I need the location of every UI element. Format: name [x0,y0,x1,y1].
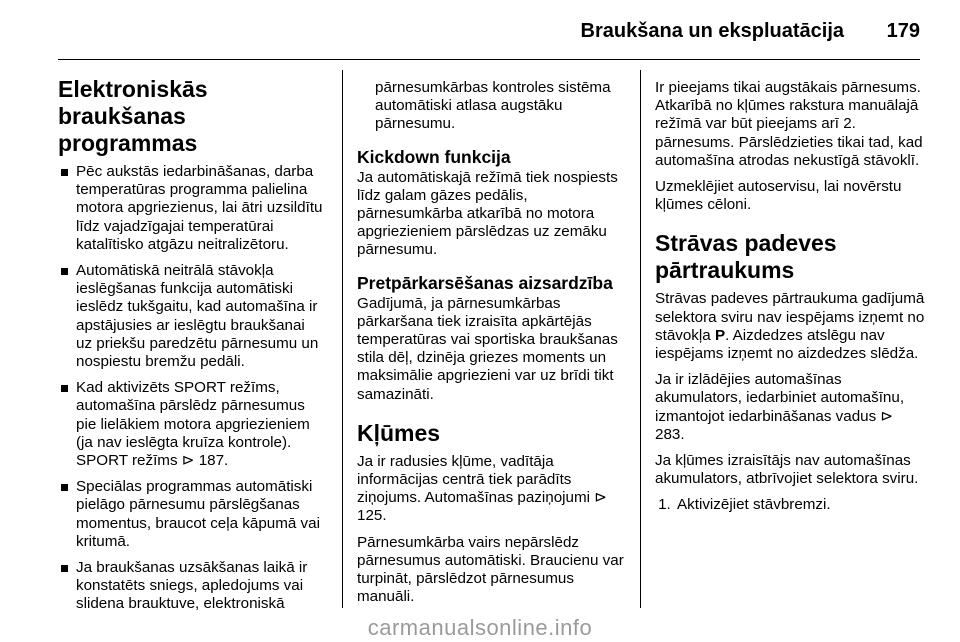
power-text-1: Strāvas padeves pārtraukuma gadījumā selektora sviru nav iespējams izņemt no stāvokļa P. Aizdedzes atslēgu nav iespējams izņemt no aizdedzes slēdža. [655,290,925,363]
faults-text-2: Pārnesumkārba vairs nepārslēdz pārnesumus automātiski. Braucienu var turpināt, pārslēdzot pārnesumus manuāli. [357,533,624,606]
bullet-icon [61,565,68,572]
bullet-icon [61,385,68,392]
section-title: Braukšana un ekspluatācija [580,20,844,42]
heading-overheat-protection: Pretpārkarsēšanas aizsardzība [357,272,613,293]
list-item: Automātiskā neitrālā stāvokļa ieslēgšanas funkcija automātiski ieslēdz tukšgaitu, kad automašīna ir apstājusies ar ieslēgtu braukšanai uz priekšu paredzētu pārnesumu un nospiestu bremžu pedāli. [58,262,324,371]
step-item: 1. Aktivizējiet stāvbremzi. [675,496,925,514]
header-divider [58,59,920,60]
position-p: P [714,326,726,344]
power-text-3: Ja kļūmes izraisītājs nav automašīnas akumulators, atbrīvojiet selektora sviru. [655,452,919,488]
bullet-icon [61,268,68,275]
page-header [0,0,960,58]
continuation-text: pārnesumkārbas kontroles sistēma automātiski atlasa augstāku pārnesumu. [375,79,611,133]
column-right [655,79,925,523]
steps-list [655,496,925,514]
column-divider-left [342,70,343,608]
heading-electronic-programs: Elektroniskās braukšanas programmas [58,76,208,156]
power-text-2: Ja ir izlādējies automašīnas akumulators, iedarbiniet automašīnu, izmantojot iedarbināšanas vadus ⊳ 283. [655,371,905,443]
page-number: 179 [886,20,920,42]
bullet-icon [61,169,68,176]
watermark: carmanualsonline.info [367,615,593,640]
list-item: Speciālas programmas automātiski pielāgo pārnesumu pārslēgšanas momentus, braucot ceļa kāpumā vai kritumā. [58,478,324,551]
list-item: Pēc aukstās iedarbināšanas, darba temperatūras programma palielina motora apgriezienus, lai ātri uzsildītu līdz vajadzīgajai temperatūrai katalītisko atgāzu neitralizētoru. [58,163,324,254]
heading-faults: Kļūmes [357,419,441,446]
fault-mode-text: Ir pieejams tikai augstākais pārnesums. Atkarībā no kļūmes rakstura manuālajā režīmā var būt pieejams arī 2. pārnesums. Pārslēdzieties tikai tad, kad automašīna atrodas nekustīgā stāvoklī. [655,79,923,169]
heading-power-interruption: Strāvas padeves pārtraukums [655,230,837,284]
list-item: Ja braukšanas uzsākšanas laikā ir konstatēts sniegs, apledojums vai slidena brauktuve, elektroniskā [58,559,324,614]
list-item: Kad aktivizēts SPORT režīms, automašīna pārslēdz pārnesumus pie lielākiem motora apgriezieniem (ja nav ieslēgta kruīza kontrole). SPORT režīms ⊳ 187. [58,379,324,470]
column-divider-right [640,70,641,608]
service-text: Uzmeklējiet autoservisu, lai novērstu kļūmes cēloni. [655,178,902,214]
column-left [58,76,324,622]
overheat-text: Gadījumā, ja pārnesumkārbas pārkaršana tiek izraisīta apkārtējās temperatūras vai sportiska braukšanas stila dēļ, dzinēja griezes moments un maksimālie apgriezieni var uz brīdi tikt samazināti. [357,294,618,403]
heading-kickdown: Kickdown funkcija [357,146,511,167]
bullet-icon [61,484,68,491]
bullet-list [58,163,324,614]
kickdown-text: Ja automātiskajā režīmā tiek nospiests līdz galam gāzes pedālis, pārnesumkārba atkarībā no motora apgriezieniem pārslēdzas uz zemāku pārnesumu. [357,168,618,259]
column-middle [357,79,625,614]
faults-text-1: Ja ir radusies kļūme, vadītāja informācijas centrā tiek parādīts ziņojums. Automašīnas paziņojumi ⊳ 125. [357,452,607,525]
